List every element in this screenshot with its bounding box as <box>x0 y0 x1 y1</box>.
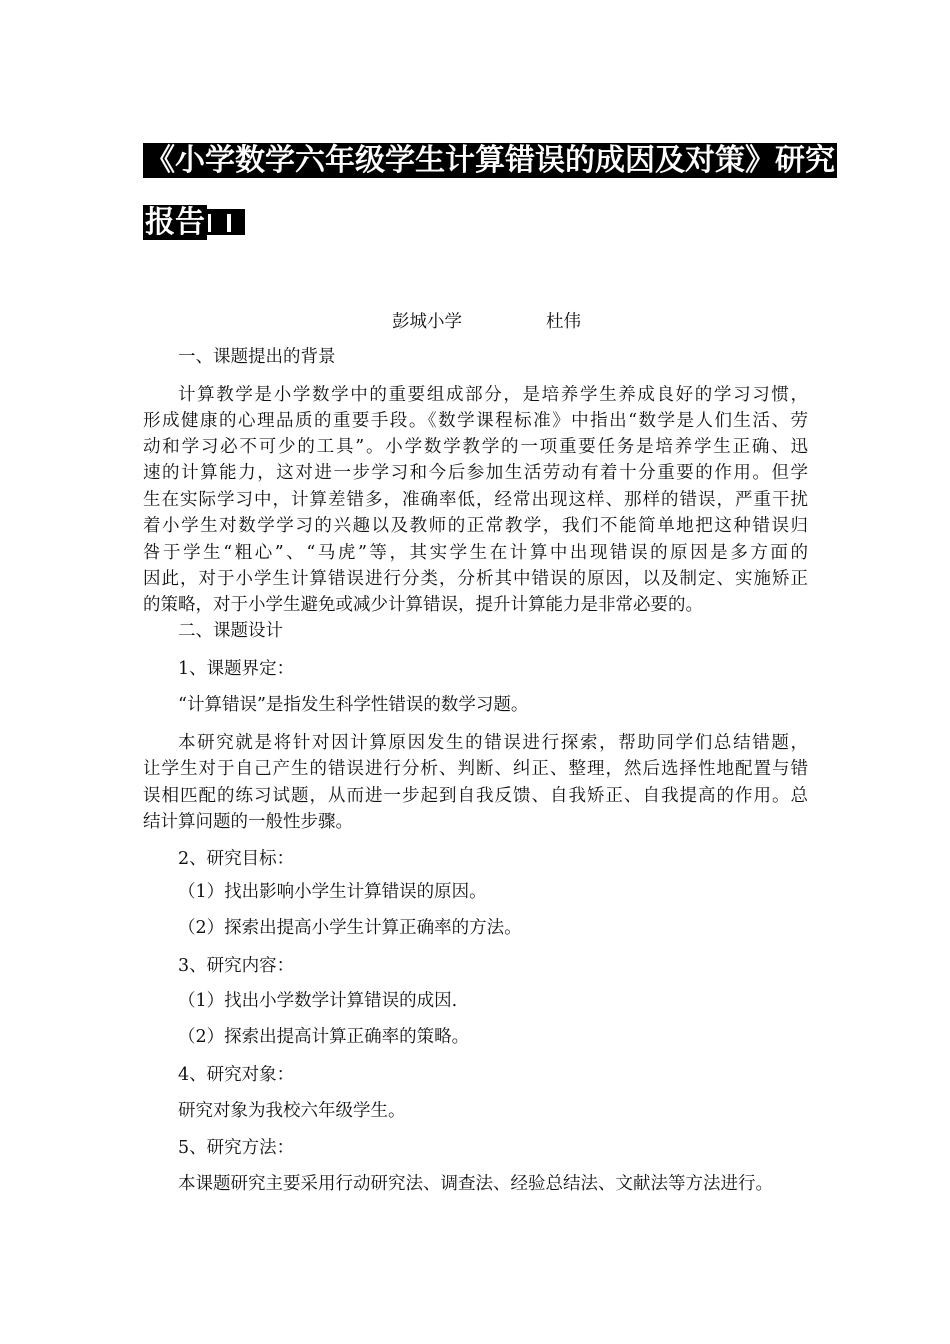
definition-text: “计算错误”是指发生科学性错误的数学习题。 <box>178 695 529 715</box>
paragraph-line: 因此，对于小学生计算错误进行分类，分析其中错误的原因，以及制定、实施矫正 <box>143 569 808 589</box>
subsection-1-heading: 1、课题界定： <box>178 659 295 679</box>
subsection-5-heading: 5、研究方法： <box>178 1138 295 1158</box>
subsection-3-heading: 3、研究内容： <box>178 956 295 976</box>
paragraph-line: 动和学习必不可少的工具”。小学数学教学的一项重要任务是培养学生正确、迅 <box>143 437 808 457</box>
redaction-blocks <box>207 209 245 235</box>
list-item: （2）探索出提高计算正确率的策略。 <box>178 1027 470 1047</box>
paragraph-line: 形成健康的心理品质的重要手段。《数学课程标准》中指出“数学是人们生活、劳 <box>143 411 808 431</box>
subsection-2-heading: 2、研究目标： <box>178 849 295 869</box>
subsection-4-heading: 4、研究对象： <box>178 1065 295 1085</box>
list-item: （2）探索出提高小学生计算正确率的方法。 <box>178 918 522 938</box>
report-title <box>143 130 835 254</box>
paragraph-line: 着小学生对数学学习的兴趣以及教师的正常教学，我们不能简单地把这种错误归 <box>143 516 808 536</box>
author-line <box>392 308 581 333</box>
paragraph-line: 的策略，对于小学生避免或减少计算错误，提升计算能力是非常必要的。 <box>143 595 703 615</box>
paragraph-line: 生在实际学习中，计算差错多，准确率低，经常出现这样、那样的错误，严重干扰 <box>143 490 808 510</box>
paragraph-line: 计算教学是小学数学中的重要组成部分，是培养学生养成良好的学习习惯， <box>178 385 808 405</box>
paragraph-line: 速的计算能力，这对进一步学习和今后参加生活劳动有着十分重要的作用。但学 <box>143 463 808 483</box>
paragraph-line: 本研究就是将针对因计算原因发生的错误进行探索，帮助同学们总结错题， <box>178 733 808 753</box>
section-1-heading: 一、课题提出的背景 <box>178 347 336 367</box>
paragraph-line: 误相匹配的练习试题，从而进一步起到自我反馈、自我矫正、自我提高的作用。总 <box>143 786 808 806</box>
paragraph-line: 让学生对于自己产生的错误进行分析、判断、纠正、整理，然后选择性地配置与错 <box>143 759 808 779</box>
section-2-heading: 二、课题设计 <box>178 621 283 641</box>
author-name: 杜伟 <box>546 312 581 332</box>
paragraph-line: 咎于学生“粗心”、“马虎”等，其实学生在计算中出现错误的原因是多方面的 <box>143 543 808 563</box>
school-name: 彭城小学 <box>392 312 462 332</box>
research-method-text: 本课题研究主要采用行动研究法、调查法、经验总结法、文献法等方法进行。 <box>178 1174 773 1194</box>
list-item: （1）找出小学数学计算错误的成因. <box>178 991 458 1011</box>
title-line-1: 《小学数学六年级学生计算错误的成因及对策》研究 <box>145 143 835 178</box>
list-item: （1）找出影响小学生计算错误的原因。 <box>178 882 487 902</box>
paragraph-line: 结计算问题的一般性步骤。 <box>143 812 353 832</box>
title-line-2: 报告 <box>145 205 205 240</box>
research-subject-text: 研究对象为我校六年级学生。 <box>178 1101 406 1121</box>
